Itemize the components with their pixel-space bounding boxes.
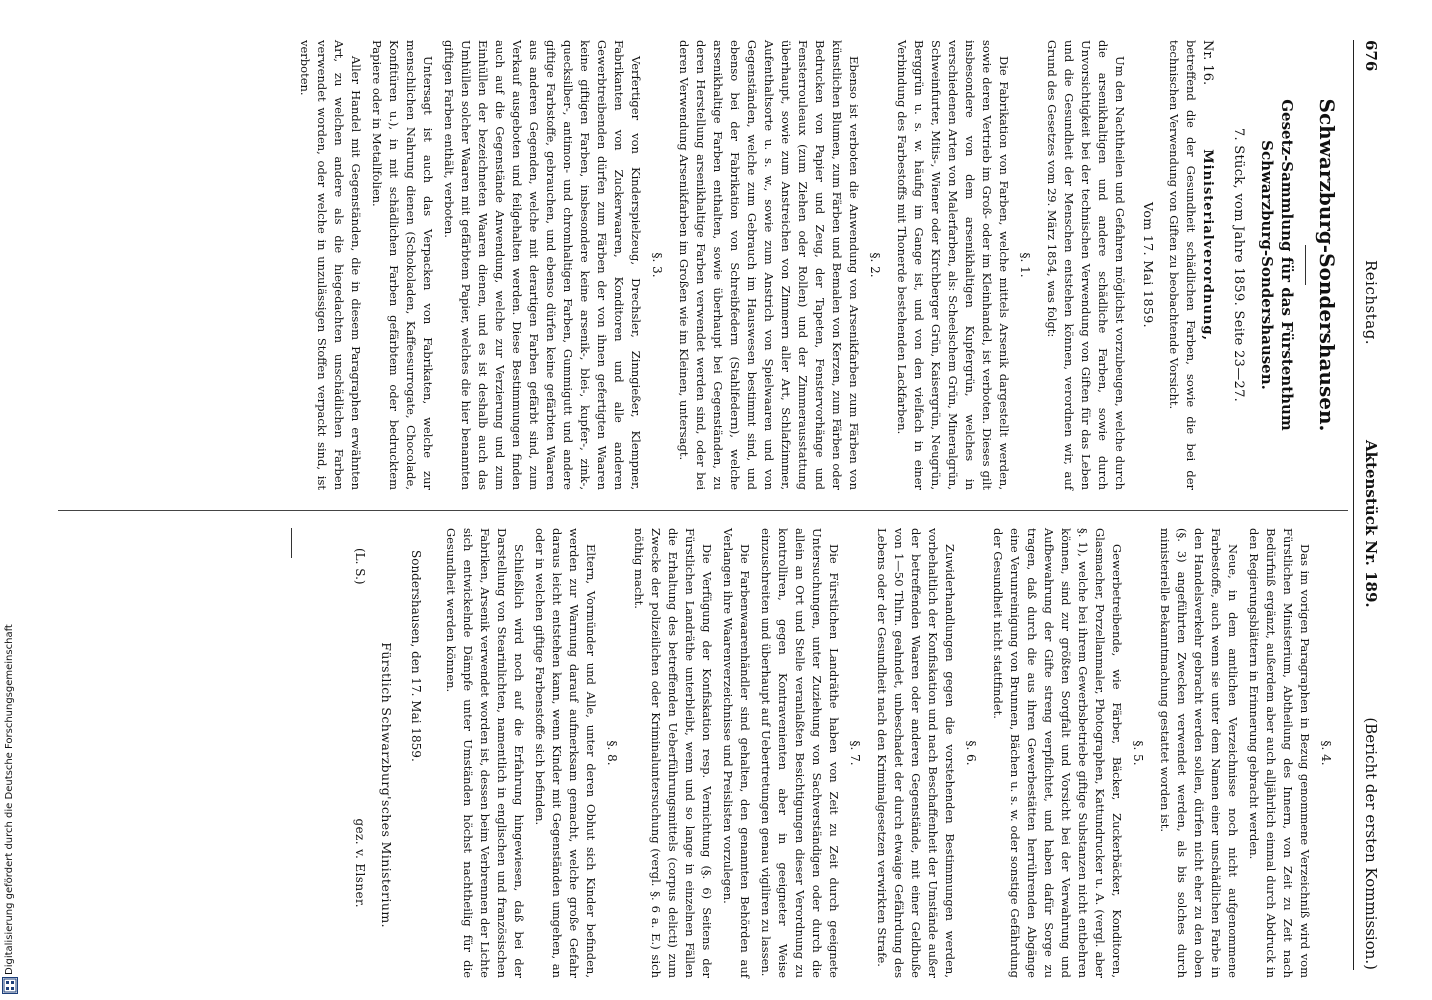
section-7-text-3: Die Verfügung der Konfiskation resp. Vernichtung (§. 6) Seitens der Fürstlichen Landräthe unterbleibt, wenn und so lange in einzelnen Fällen die Erhaltung des betreffenden Ueberführungsmittels (corpus delicti) zum Zwecke der polizeilichen oder Kriminaluntersuchung (vergl. §. 6 a. E.) sich nöthig macht. bbox=[632, 528, 714, 978]
section-label: Reichstag. bbox=[1362, 260, 1380, 346]
digitization-credit bbox=[2, 607, 20, 995]
report-label: (Bericht der ersten Kommission.) bbox=[1362, 717, 1380, 970]
section-7-text-2: Die Farbenwaarenhändler sind gehalten, den genannten Behörden auf Verlangen ihre Waarenverzeichnisse und Preislisten vorzulegen. bbox=[721, 528, 752, 978]
credit-text: Digitalisierung gefördert durch die Deutsche Forschungsgemeinschaft bbox=[4, 624, 15, 975]
left-column bbox=[292, 40, 1344, 490]
section-6-heading: §. 6. bbox=[964, 740, 978, 766]
right-column bbox=[291, 528, 1344, 978]
section-2-heading: §. 2. bbox=[868, 252, 882, 278]
section-4-text: Das im vorigen Paragraphen in Bezug genommene Verzeichniß wird vom Fürstlichen Ministerium, Abtheilung des Innern, von Zeit zu Zeit nach Bedürfniß ergänzt, außerdem aber auch alljährlich einmal durch Abdruck in den Regierungsblättern in Erinnerung gebracht werden. bbox=[1247, 528, 1312, 978]
section-3-text-3: Aller Handel mit Gegenständen, die in diesem Paragraphen erwähnten Art, zu welchen andere als die hiegedachten unschädlichen Farben verwendet worden, oder welche in unzulässigen Stoffen verpackt sind, ist verboten. bbox=[298, 40, 363, 490]
section-7-text: Die Fürstlichen Landräthe haben von Zeit zu Zeit durch geeignete Untersuchungen, unter Zuziehung von Sachverständigen oder durch die allein an Ort und Stelle veranlaßten Besichtigungen dieser Verordnung zu kontrolliren, gegen Kontravenienten aber in geeigneter Weise einzuschreiten und überhaupt auf Uebertretungen genau vigiliren zu lassen. bbox=[759, 528, 841, 978]
section-8-text-2: Schließlich wird noch auf die Erfahrung hingewiesen, daß bei der Darstellung von Stearinlichten, namentlich in englischen und französischen Fabriken, Arsenik verwendet worden ist, dessen beim Verbrennen der Lichte sich entwickelnde Dämpfe unter Umständen höchst nachtheilig für die Gesundheit werden können. bbox=[444, 528, 526, 978]
section-6-text: Zuwiderhandlungen gegen die vorstehenden Bestimmungen werden, vorbehaltlich der Konfiskation und nach Beschaffenheit der Umstände außer der betreffenden Waaren oder anderen Gegenstände, mit einer Geldbuße von 1—50 Thlrn. geahndet, unbeschadet der durch etwaige Gefährdung des Lebens oder der Gesundheit nach den Kriminalgesetzen verwirkten Strafe. bbox=[875, 528, 957, 978]
entry-line bbox=[1199, 40, 1216, 490]
section-5-heading: §. 5. bbox=[1131, 740, 1145, 766]
document-number: Aktenstück Nr. 189. bbox=[1362, 440, 1380, 608]
header-rule bbox=[1353, 40, 1354, 970]
section-2-text: Ebenso ist verboten die Anwendung von Arsenikfarben zum Färben von künstlichen Blumen, zum Färben und Bemalen von Kerzen, zum Färben oder Bedrucken von Papier und Zeug, der Tapeten, Fenstervorhänge und Fensterrouleaux (zum Ziehen oder Rollen) und der Zimmerausstattung überhaupt, sowie zum Anstreichen von Zimmern aller Art, Schlafzimmer, Aufenthaltsorte u. s. w., sowie zum Anstrich von Spielwaaren und von Gegenständen, welche zum Gebrauch im Hauswesen bestimmt sind, und ebenso bei der Fabrikation von Schreibfedern (Stahlfedern), welche arsenikhaltige Farben enthalten, sowie überhaupt bei Gegenständen, zu deren Herstellung arsenikhaltige Farben verwendet werden sind, oder bei deren Verwendung Arsenikfarben im Großen wie im Kleinen, untersagt. bbox=[677, 40, 861, 490]
end-rule bbox=[291, 528, 292, 558]
entry-number: Nr. 16. bbox=[1200, 40, 1215, 86]
section-7-heading: §. 7. bbox=[848, 740, 862, 766]
section-3-text-2: Untersagt ist auch das Verpacken von Fabrikaten, welche zur menschlichen Nahrung dienen (Schokoladen, Kaffeesurrogate, Chocolade, Konfitüren u.), in mit schädlichen Farben gefärbtem oder bedrucktem Papiere oder in Metallfolien. bbox=[370, 40, 435, 490]
ministry-signature: Fürstlich Schwarzburg'sches Ministerium. bbox=[379, 642, 394, 928]
dfg-logo-icon bbox=[2, 977, 18, 994]
page-number: 676 bbox=[1362, 40, 1380, 72]
section-8-text: Eltern, Vormünder und Alle, unter deren Obhut sich Kinder befinden, werden zur Warnung darauf aufmerksam gemacht, welche große Gefahr daraus leicht entstehen kann, wenn Kinder mit Gegenständen umgehen, an oder in welchen giftige Farbenstoffe sich befinden. bbox=[533, 528, 598, 978]
decree-title: Ministerialverordnung, bbox=[1200, 149, 1215, 341]
decree-subject: betreffend die der Gesundheit schädlichen Farben, sowie die bei der technischen Verwendung von Giften zu beobachtende Vorsicht. bbox=[1167, 40, 1198, 490]
place-date: Sondershausen, den 17. Mai 1859. bbox=[409, 550, 423, 762]
section-3-heading: §. 3. bbox=[650, 252, 664, 278]
section-1-text: Die Fabrikation von Farben, welche mittels Arsenik dargestellt werden, sowie deren Vertrieb im Groß- oder im Kleinhandel, ist verboten. Dieses gilt insbesondere von dem arsenikhaltigen Kupfergrün, welches in verschiedenen Arten von Malerfarben, als: Scheelschem Grün, Mineralgrün, Schweinfurter, Mitis-, Wiener oder Kirchberger Grün, Kaisergrün, Neugrün, Berggrün u. s. w. häufig im Gange ist, und von den vielfach in einer Verbindung des Farbestoffs mit Thonerde bestehenden Lackfarben. bbox=[895, 40, 1011, 490]
section-4-text-2: Neue, in dem amtlichen Verzeichnisse noch nicht aufgenommene Farbestoffe, auch wenn sie unter dem Namen einer unschädlichen Farbe in den Handelsverkehr gebracht werden sollen, dürfen nicht eher zu den oben (§. 3) angeführten Zwecken verwendet werden, als bis solches durch ministerielle Bekanntmachung gestattet worden ist. bbox=[1158, 528, 1240, 978]
decree-date: Vom 17. Mai 1859. bbox=[1141, 202, 1156, 328]
issue-line: 7. Stück, vom Jahre 1859. Seite 23—27. bbox=[1231, 127, 1246, 403]
section-4-heading: §. 4. bbox=[1319, 740, 1333, 766]
signatory: gez. v. Elsner. bbox=[353, 818, 367, 908]
state-title: Schwarzburg-Sondershausen. bbox=[1315, 98, 1339, 432]
page-header bbox=[1358, 40, 1384, 970]
column-divider bbox=[58, 510, 1348, 511]
gazette-title: Gesetz-Sammlung für das Fürstenthum Schwarzburg-Sondershausen. bbox=[1258, 99, 1296, 431]
section-1-heading: §. 1. bbox=[1018, 252, 1032, 278]
section-3-text: Verfertiger von Kinderspielzeug, Drechsler, Zinngießer, Klempner, Fabrikanten von Zuckerwaaren, Konditoren und alle anderen Gewerbtreibenden dürfen zum Färben der von ihnen gefertigten Waaren keine giftigen Farben, insbesondere keine arsenik-, blei-, kupfer-, zink-, quecksilber-, antimon- und chromhaltigen Farben, Gummigutt und andere giftige Farbstoffe, gebrauchen, und ebenso dürfen keine gefärbten Waaren aus anderen Gegenden, welche mit derartigen Farben gefärbt sind, zum Verkauf ausgeboten und feilgehalten werden. Diese Bestimmungen finden auch auf die Gegenstände Anwendung, welche zur Verzierung und zum Einhüllen der bezeichneten Waaren dienen, und es ist deshalb auch das Umhüllen solcher Waaren mit gefärbtem Papier, welches die hier benannten giftigen Farben enthält, verboten. bbox=[442, 40, 643, 490]
section-8-heading: §. 8. bbox=[605, 740, 619, 766]
signature-row bbox=[342, 528, 368, 978]
decree-intro: Um den Nachtheilen und Gefahren möglichst vorzubeugen, welche durch die arsenikhaltigen und andere schädliche Farben, sowie durch Unvorsichtigkeit bei der technischen Verwendung von Giften für das Leben und die Gesundheit der Menschen entstehen können, verordnen wir, auf Grund des Gesetzes vom 29. März 1854, was folgt: bbox=[1045, 40, 1127, 490]
seal-mark: (L. S.) bbox=[353, 548, 367, 585]
section-5-text: Gewerbetreibende, wie Färber, Bäcker, Zuckerbäcker, Konditoren, Glasmacher, Porzellanmaler, Photographen, Kattundrucker u. A. (vergl. aber §. 1), welche bei ihrem Gewerbsbetriebe giftige Substanzen nicht entbehren können, sind zur größten Sorgfalt und Vorsicht bei der Verwahrung und Aufbewahrung der Gifte streng verpflichtet, und haben dafür Sorge zu tragen, daß durch die aus ihren Gewerbestätten herrührenden Abgänge eine Verunreinigung von Brunnen, Bächen u. s. w. oder sonstige Gefährdung der Gesundheit nicht stattfindet. bbox=[991, 528, 1124, 978]
title-rule bbox=[1305, 245, 1306, 285]
